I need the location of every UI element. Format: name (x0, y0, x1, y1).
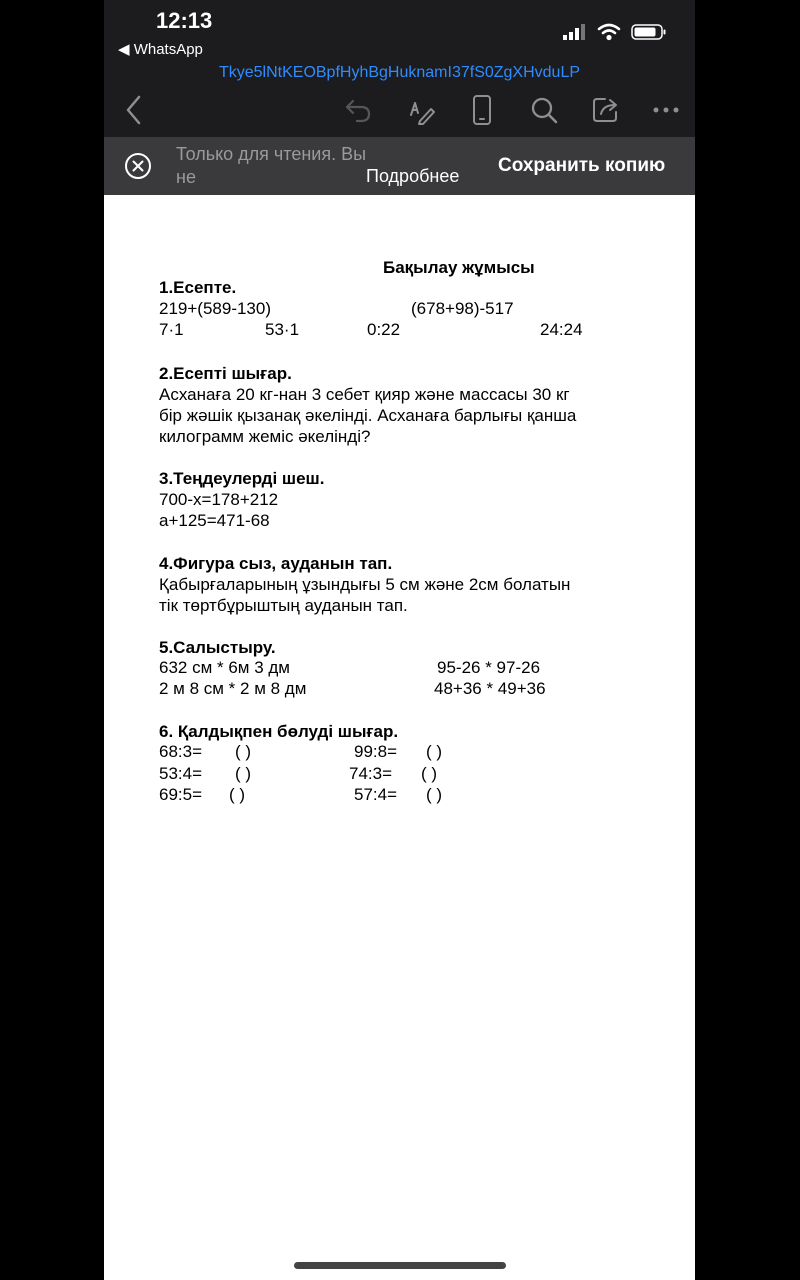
more-icon (653, 106, 679, 114)
viewer-toolbar (104, 86, 695, 134)
more-button[interactable] (646, 90, 686, 130)
s1-expression: 219+(589-130) (159, 299, 272, 318)
back-chevron-icon (123, 94, 145, 126)
s1-expression: (678+98)-517 (411, 299, 514, 318)
document-name: Tkye5lNtKEOBpfHyhBgHuknamI37fS0ZgXHvduLP (218, 64, 581, 81)
cellular-signal-icon (563, 24, 587, 40)
s6-remainder-blank: ( ) (421, 764, 438, 783)
section-4-heading: 4.Фигура сыз, ауданын тап. (159, 554, 393, 573)
s6-remainder-blank: ( ) (235, 764, 252, 783)
s2-text-line: килограмм жеміс әкелінді? (159, 427, 371, 446)
back-to-whatsapp-link[interactable]: ◀ WhatsApp (118, 41, 203, 58)
dismiss-banner-button[interactable] (124, 152, 152, 180)
s1-expression: 53·1 (265, 320, 300, 339)
close-circle-icon (124, 152, 152, 180)
s1-expression: 0:22 (367, 320, 401, 339)
read-only-banner (104, 137, 695, 195)
doc-title: Бақылау жұмысы (383, 258, 535, 277)
s2-text-line: бір жәшік қызанақ әкелінді. Асханаға барлығы қанша (159, 406, 577, 425)
s4-text-line: Қабырғаларының ұзындығы 5 см және 2см болатын (159, 575, 571, 594)
status-time: 12:13 (156, 8, 213, 33)
document-page (104, 195, 695, 1280)
battery-icon (631, 23, 667, 41)
s1-expression: 24:24 (540, 320, 583, 339)
search-button[interactable] (524, 90, 564, 130)
home-indicator[interactable] (294, 1262, 506, 1269)
s2-text-line: Асханаға 20 кг-нан 3 себет қияр және массасы 30 кг (159, 385, 570, 404)
s6-division: 68:3= (159, 742, 203, 761)
section-1-heading: 1.Есепте. (159, 278, 237, 297)
draw-pen-icon (407, 95, 437, 125)
share-button[interactable] (586, 90, 626, 130)
section-6-heading: 6. Қалдықпен бөлуді шығар. (159, 722, 399, 741)
s6-division: 53:4= (159, 764, 203, 783)
s6-remainder-blank: ( ) (229, 785, 246, 804)
search-icon (529, 95, 559, 125)
s6-remainder-blank: ( ) (235, 742, 252, 761)
s6-division: 69:5= (159, 785, 203, 804)
s3-equation: 700-х=178+212 (159, 490, 279, 509)
s4-text-line: тік төртбұрыштың ауданын тап. (159, 596, 408, 615)
section-5-heading: 5.Салыстыру. (159, 638, 276, 657)
section-2-heading: 2.Есепті шығар. (159, 364, 292, 383)
s5-comparison: 48+36 * 49+36 (434, 679, 546, 698)
phone-view-icon (471, 94, 493, 126)
status-bar (104, 0, 695, 62)
s5-comparison: 2 м 8 см * 2 м 8 дм (159, 679, 307, 698)
s3-equation: а+125=471-68 (159, 511, 270, 530)
banner-message-line1: Только для чтения. Вы не (176, 144, 367, 187)
mobile-view-button[interactable] (462, 90, 502, 130)
back-button[interactable] (114, 90, 154, 130)
phone-screen (104, 0, 695, 1280)
section-3-heading: 3.Теңдеулерді шеш. (159, 469, 325, 488)
s5-comparison: 95-26 * 97-26 (437, 658, 541, 677)
s1-expression: 7·1 (159, 320, 184, 339)
draw-button[interactable] (402, 90, 442, 130)
s5-comparison: 632 см * 6м 3 дм (159, 658, 290, 677)
learn-more-link[interactable]: Подробнее (366, 166, 460, 186)
s6-remainder-blank: ( ) (426, 742, 443, 761)
s6-remainder-blank: ( ) (426, 785, 443, 804)
s6-division: 74:3= (349, 764, 393, 783)
s6-division: 99:8= (354, 742, 398, 761)
share-icon (591, 95, 621, 125)
undo-icon (343, 95, 373, 125)
undo-button[interactable] (338, 90, 378, 130)
system-icons (563, 20, 667, 44)
save-copy-button[interactable]: Сохранить копию (498, 155, 666, 176)
wifi-icon (597, 23, 621, 41)
s6-division: 57:4= (354, 785, 398, 804)
